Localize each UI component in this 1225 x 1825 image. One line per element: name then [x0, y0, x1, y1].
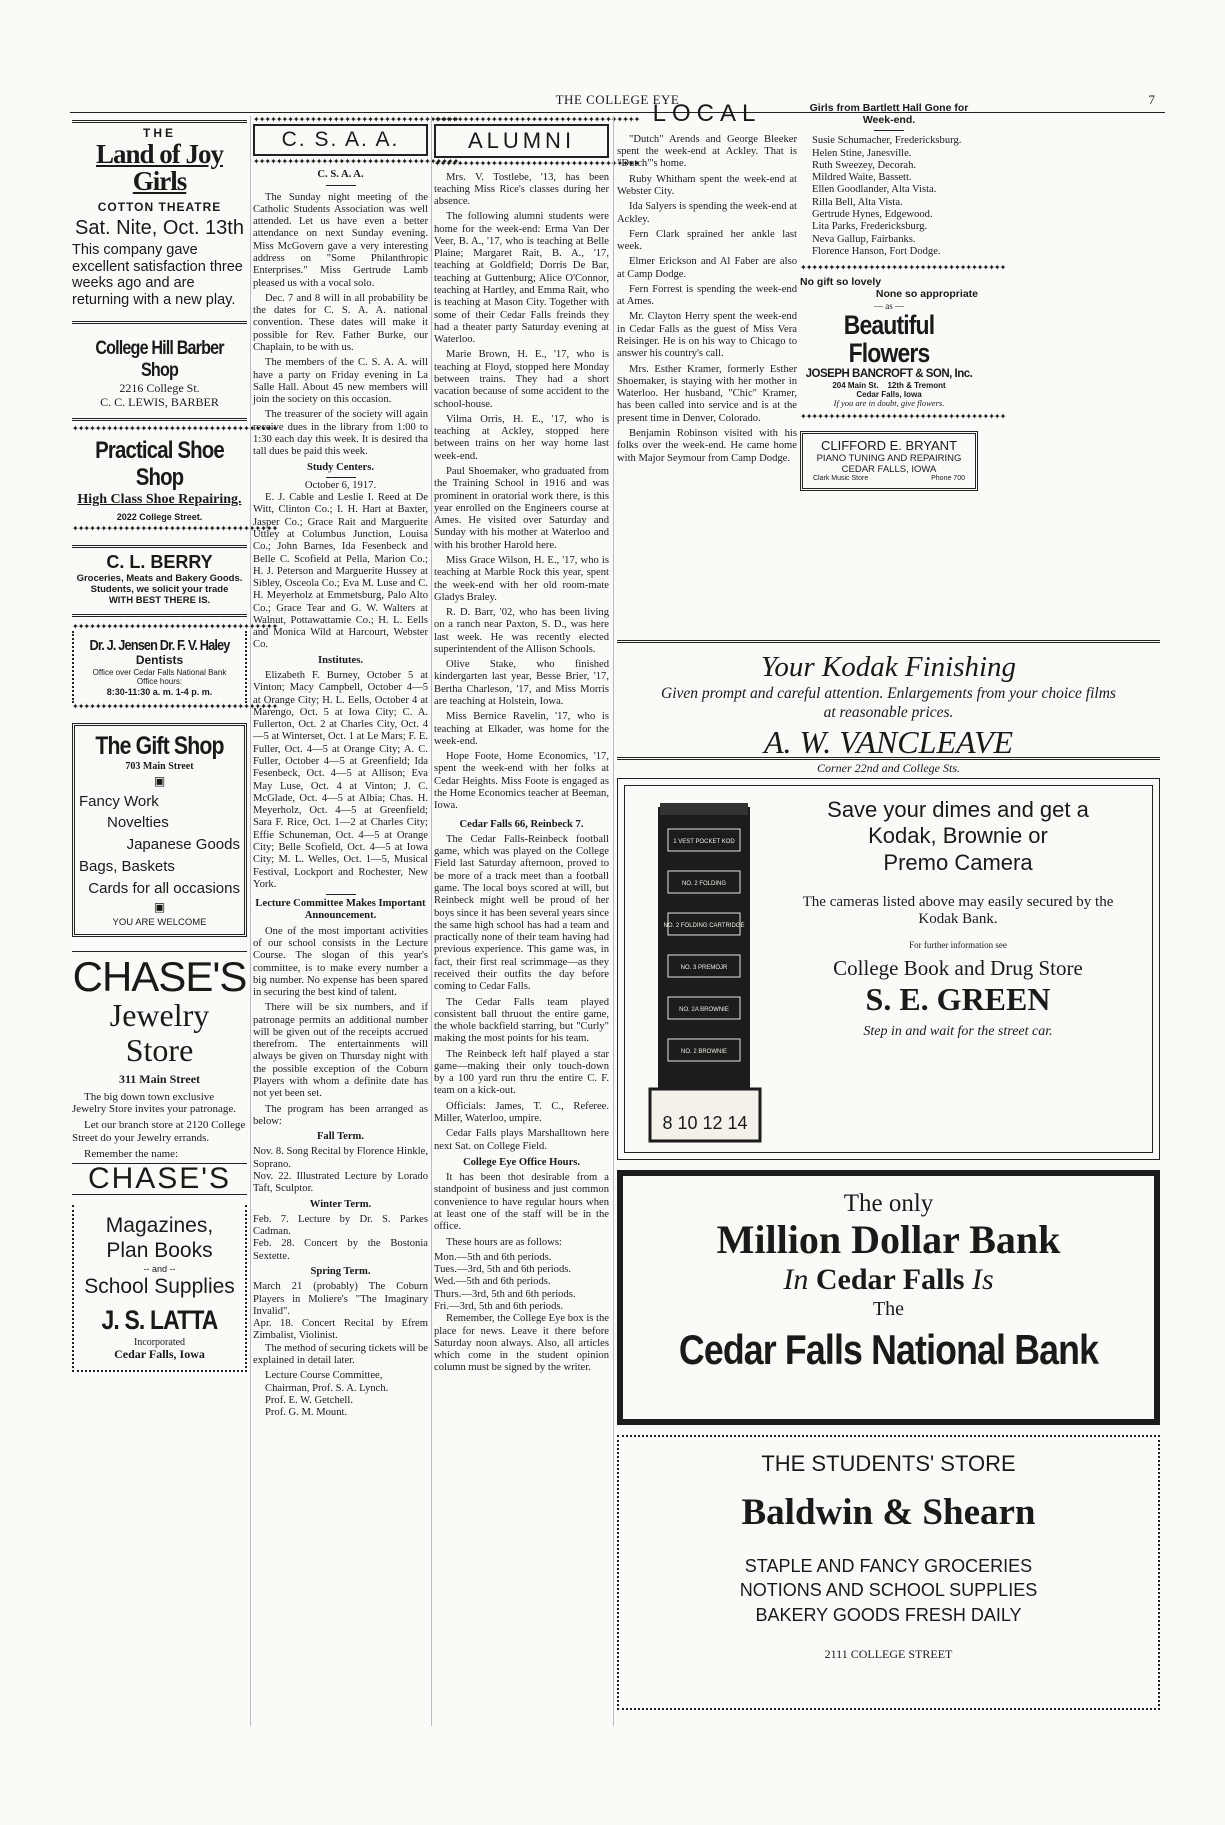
kodak-body: Given prompt and careful attention. Enlargements from your choice films at reasonable prices. — [661, 685, 1116, 722]
green-h1: Save your dimes and get a — [827, 797, 1089, 822]
alumni-p: The following alumni students were home for the week-end: Erma Van Der Veer, B. A., '17, who is teaching at Belle Plaine; Margaret Rait, B. A., '17, teaching at Goldfield; Dorris De Bar, teaching at Guttenburg; Alice O'Connor, teaching at Hartley, and Emma Rait, who is teaching at Mason City. Together with some of their Cedar Falls freinds they had a theater party Saturday evening at Waterloo. — [434, 211, 609, 346]
flowers-l1: No gift so lovely — [800, 276, 882, 289]
green-store: College Book and Drug Store — [833, 956, 1083, 981]
latta-l1: Magazines, — [105, 1214, 214, 1238]
green-name: S. E. GREEN — [865, 981, 1051, 1018]
national-bank-ad — [617, 1170, 1160, 1425]
baldwin-addr: 2111 COLLEGE STREET — [824, 1646, 953, 1661]
divider — [326, 477, 356, 478]
lect-p3: The program has been arranged as below: — [253, 1103, 428, 1127]
lect-item: Apr. 18. Concert Recital by Efrem Zimbalist, Violinist. — [253, 1318, 428, 1342]
local-p: "Dutch" Arends and George Bleeker spent the week-end at Ackley. That is "Dutch"'s home. — [617, 133, 797, 170]
football-p: The Cedar Falls-Reinbeck football game, which was played on the College Field last Saturday afternoon, proved to be more of a track meet than a football game. The local boys scored at will, but Reinbeck might well be proud of her boys since it has been several years since the same high school has had a team and practically none of their team having had previous experience. This game was, in fact, their first real scrimmage—as they received their outfits the day before coming to Cedar Falls. — [434, 833, 609, 993]
bartlett-name: Neva Gallup, Fairbanks. — [812, 233, 916, 245]
study-head: Study Centers. — [306, 461, 375, 473]
divider — [326, 894, 356, 895]
can-label: NO. 2 FOLDING — [681, 881, 727, 887]
local-title: LOCAL — [652, 100, 762, 127]
office-p: These hours are as follows: — [446, 1236, 562, 1248]
bryant-name: CLIFFORD E. BRYANT — [820, 438, 958, 454]
bartlett-name: Susie Schumacher, Fredericksburg. — [812, 135, 962, 147]
bryant-phone: Phone 700 — [931, 475, 965, 483]
kodak-title: Your Kodak Finishing — [760, 651, 1017, 683]
star-border: ✦✦✦✦✦✦✦✦✦✦✦✦✦✦✦✦✦✦✦✦✦✦✦✦✦✦✦✦✦✦✦✦✦✦✦✦ — [72, 702, 278, 712]
column-rule — [250, 116, 251, 1726]
land-of-joy-ad — [72, 127, 247, 309]
football-p: Officials: James, T. C., Referee. Miller, Waterloo, umpire. — [434, 1100, 609, 1125]
office-hour: Mon.—5th and 6th periods. — [434, 1251, 552, 1263]
lect-item: Nov. 8. Song Recital by Florence Hinkle, Soprano. — [253, 1146, 428, 1170]
kodak-name: A. W. VANCLEAVE — [763, 723, 1014, 760]
ad-date: Sat. Nite, Oct. 13th — [75, 216, 244, 239]
can-label: NO. 2A BROWNIE — [679, 1007, 729, 1013]
spring-head: Spring Term. — [310, 1265, 371, 1277]
office-head: College Eye Office Hours. — [462, 1156, 581, 1168]
alumni-p: Vilma Orris, H. E., '17, who is teaching at Ackley, stopped here between trains on her way home last week-end. — [434, 413, 609, 462]
green-info: For further information see — [909, 940, 1007, 951]
chase-addr: 311 Main Street — [118, 1071, 201, 1086]
can-label: 1 VEST POCKET KOD — [673, 839, 735, 845]
chase-p: The big down town exclusive Jewelry Store invites your patronage. — [72, 1090, 237, 1116]
bartlett-name: Florence Hanson, Fort Dodge. — [812, 245, 941, 257]
alumni-p: Miss Bernice Ravelin, '17, who is teaching at Elkader, was home for the week-end. — [434, 711, 609, 747]
column-2-csaa — [253, 115, 459, 1419]
kodak-finishing-ad — [617, 640, 1160, 776]
baldwin-name: Baldwin & Shearn — [741, 1492, 1036, 1533]
lect-p1: One of the most important activities of our school consists in the Lecture Course. The slogan of this year's committee, is to make every number a big number. No expense has been spared in securing the best kind of talent. — [253, 925, 428, 999]
flowers-city: Cedar Falls, Iowa — [856, 390, 922, 400]
shoe-ad — [72, 437, 247, 523]
divider — [72, 418, 247, 421]
bartlett-name: Lita Parks, Fredericksburg. — [812, 221, 928, 233]
dentist-names: Dr. J. Jensen Dr. F. V. Haley — [89, 636, 230, 654]
latta-inc: Incorporated — [133, 1336, 186, 1348]
star-border: ✦✦✦✦✦✦✦✦✦✦✦✦✦✦✦✦✦✦✦✦✦✦✦✦✦✦✦✦✦✦✦✦✦✦✦✦ — [72, 523, 278, 533]
office-hour: Thurs.—3rd, 5th and 6th periods. — [434, 1288, 576, 1300]
local-p: Benjamin Robinson visited with his folks over the week-end. He came home with Major Seymour from Camp Dodge. — [617, 428, 797, 464]
gift-item: Cards for all occasions — [88, 879, 240, 897]
committee-line: Chairman, Prof. S. A. Lynch. — [265, 1382, 389, 1394]
ad-body: This company gave excellent satisfaction three weeks ago and are returning with a new play. — [72, 242, 243, 309]
local-p: Ida Salyers is spending the week-end at Ackley. — [617, 201, 797, 225]
bank-l3 — [623, 1262, 1154, 1298]
bartlett-name: Rilla Bell, Alta Vista. — [812, 196, 903, 208]
column-rule — [613, 116, 614, 1726]
football-p: The Cedar Falls team played consistent ball thruout the entire game, the whole backfield starring, but "Curly" making the most points for his team. — [434, 996, 609, 1045]
gift-shop-ad — [72, 723, 247, 937]
column-1-ads — [72, 116, 278, 1372]
alumni-p: Hope Foote, Home Economics, '17, spent the week-end with her folks at Cedar Heights. Miss Foote is engaged as the Home Economics teacher at Beeman, Iowa. — [434, 751, 609, 812]
baldwin-line: BAKERY GOODS FRESH DAILY — [755, 1604, 1022, 1625]
kodak-bank-icon — [648, 799, 763, 1144]
baldwin-line: NOTIONS AND SCHOOL SUPPLIES — [739, 1580, 1038, 1601]
page-number: 7 — [1148, 92, 1155, 107]
chase-p: Remember the name: — [84, 1147, 179, 1160]
green-h2: Kodak, Brownie or — [868, 823, 1048, 849]
flowers-as: — as — — [874, 300, 904, 311]
local-p: Mr. Clayton Herry spent the week-end in Cedar Falls as the guest of Miss Vera Reisinger. He is on his way to Chicago to answer his country's call. — [617, 311, 797, 360]
bank-l1: The only — [843, 1190, 934, 1217]
chase-name: CHASE'S — [72, 953, 247, 1001]
star-border: ✦✦✦✦✦✦✦✦✦✦✦✦✦✦✦✦✦✦✦✦✦✦✦✦✦✦✦✦✦✦✦✦✦✦✦✦ — [434, 115, 640, 124]
chase-name-2: CHASE'S — [72, 1163, 247, 1195]
bank-cedar-falls: Cedar Falls — [815, 1263, 965, 1296]
bartlett-name: Gertrude Hynes, Edgewood. — [812, 209, 933, 221]
lect-item: Feb. 28. Concert by the Bostonia Sextette. — [253, 1238, 428, 1262]
gift-addr: 703 Main Street — [125, 761, 194, 773]
star-border: ✦✦✦✦✦✦✦✦✦✦✦✦✦✦✦✦✦✦✦✦✦✦✦✦✦✦✦✦✦✦✦✦✦✦✦✦ — [72, 423, 278, 433]
bryant-city: CEDAR FALLS, IOWA — [841, 464, 937, 476]
flowers-firm: JOSEPH BANCROFT & SON, Inc. — [805, 367, 973, 380]
gift-icon: ▣ — [153, 900, 166, 915]
bartlett-name: Ellen Goodlander, Alta Vista. — [812, 184, 937, 196]
lect-p2: There will be six numbers, and if patronage permits an additional number will be given out of the receipts accrued therefrom. The entertainments will always be given on Thursday night with the possible exception of the Coburn Players with whom a definite date has not yet been set. — [253, 1002, 428, 1100]
chase-ad — [72, 951, 247, 1195]
football-head: Cedar Falls 66, Reinbeck 7. — [459, 818, 584, 830]
csaa-title: C. S. A. A. — [253, 124, 428, 156]
latta-l2: Plan Books — [106, 1239, 213, 1263]
csaa-p3: The members of the C. S. A. A. will have a party on Friday evening in La Salle Hall. About 45 new members will join the society on this occasion. — [253, 357, 428, 406]
gift-item: Fancy Work — [79, 792, 159, 810]
csaa-p2: Dec. 7 and 8 will in all probability be the dates for C. S. A. A. national convention. These dates will make it possible for Rev. Father Burke, our Chaplain, to be with us. — [253, 292, 428, 354]
bank-is: Is — [971, 1263, 994, 1296]
column-4-local — [617, 100, 797, 468]
alumni-p: R. D. Barr, '02, who has been living on a ranch near Paxton, S. D., was here last week. He was recently elected superintendent of the Allison Schools. — [434, 607, 609, 655]
football-p: Cedar Falls plays Marshalltown here next Sat. on College Field. — [434, 1128, 609, 1152]
dentists-ad — [72, 631, 247, 703]
star-border: ✦✦✦✦✦✦✦✦✦✦✦✦✦✦✦✦✦✦✦✦✦✦✦✦✦✦✦✦✦✦✦✦✦✦✦✦ — [253, 115, 459, 124]
office-hour: Wed.—5th and 6th periods. — [434, 1276, 551, 1288]
gift-icon: ▣ — [153, 773, 166, 788]
local-p: Mrs. Esther Kramer, formerly Esther Shoemaker, is staying with her mother in Waterloo. Her husband, "Chic" Kramer, has been called into service and is at the present time in Denver, Colorado. — [617, 363, 797, 424]
alumni-p: Olive Stake, who finished kindergarten last year, Besse Brier, '17, Bertha Charleson, '17, and Miss Morris are teaching at Holstein, Iowa. — [434, 659, 609, 708]
flowers-addr — [800, 381, 978, 390]
latta-and: -- and -- — [143, 1263, 176, 1274]
dentist-hours: 8:30-11:30 a. m. 1-4 p. m. — [106, 686, 213, 697]
lect-p4: The method of securing tickets will be explained in detail later. — [253, 1342, 428, 1366]
latta-city: Cedar Falls, Iowa — [114, 1347, 205, 1362]
lect-item: Nov. 22. Illustrated Lecture by Lorado Taft, Sculptor. — [253, 1171, 428, 1195]
flowers-addr2: 12th & Tremont — [887, 380, 946, 390]
star-border: ✦✦✦✦✦✦✦✦✦✦✦✦✦✦✦✦✦✦✦✦✦✦✦✦✦✦✦✦✦✦✦✦✦✦✦✦ — [253, 157, 459, 167]
divider — [72, 120, 247, 123]
bartlett-list — [800, 135, 978, 258]
column-5 — [800, 102, 1006, 491]
football-p: The Reinbeck left half played a star game—making their only touch-down by a 100 yard run thru the entire C. F. team on a kick-out. — [434, 1048, 609, 1097]
alumni-p: Paul Shoemaker, who graduated from the Training School in 1916 and was prominent in oratorial work there, is this year enrolled on the Engineers course at Ames. He visited over Saturday and Sunday with his mother at Waterloo and with his brother Harold here. — [434, 465, 609, 551]
gift-item: Novelties — [107, 814, 169, 832]
bank-name: Cedar Falls National Bank — [678, 1326, 1099, 1373]
can-label: NO. 2 BROWNIE — [680, 1049, 728, 1055]
berry-tag: WITH BEST THERE IS. — [108, 594, 211, 606]
berry-body: Groceries, Meats and Bakery Goods. Students, we solicit your trade — [76, 572, 243, 595]
chase-text — [72, 1091, 247, 1161]
shoe-sub: High Class Shoe Repairing. — [77, 492, 242, 508]
bartlett-head: Girls from Bartlett Hall Gone for Week-end. — [809, 102, 969, 127]
newspaper-title: THE COLLEGE EYE — [555, 92, 680, 107]
alumni-p: Marie Brown, H. E., '17, who is teaching at Floyd, stopped here Monday between trains. They had a short vacation because of some accident to the school-house. — [434, 349, 609, 410]
green-tag: Step in and wait for the street car. — [863, 1024, 1053, 1040]
ad-title: Land of Joy Girls — [95, 138, 224, 196]
baldwin-shearn-ad — [617, 1435, 1160, 1710]
star-border: ✦✦✦✦✦✦✦✦✦✦✦✦✦✦✦✦✦✦✦✦✦✦✦✦✦✦✦✦✦✦✦✦✦✦✦✦ — [434, 158, 640, 168]
gift-welcome: YOU ARE WELCOME — [112, 917, 207, 929]
ad-theatre: COTTON THEATRE — [97, 199, 222, 214]
committee-line: Lecture Course Committee, — [265, 1370, 383, 1382]
local-p: Fern Clark sprained her ankle last week. — [617, 228, 797, 253]
green-body: The cameras listed above may easily secured by the Kodak Bank. — [802, 894, 1114, 928]
inst-body: Elizabeth F. Burney, October 5 at Vinton; Macy Campbell, October 4—5 at Orange City; H. L. Eells, October 4 at Marengo, Oct. 5 at Iowa City; C. A. Fullerton, Oct. 2 at Charles City, Oct. 4—5 at Winterset, Oct. 1 at Le Mars; F. E. Fuller, Oct. 4—5 at Orange City; A. C. Fuller, October 4—5 at Greenfield; Ida Fesenbeck, Oct. 4—5 at Allison; Eva May Luse, Oct. 4 at Vinton; J. C. McGlade, Oct. 4—5 at Albia; Chas. H. Meyerholz, Oct. 4—5 at Greenfield; Sara F. Rice, Oct. 1—2 at Charles City; Effie Schuneman, Oct. 4—5 at Orange City; Belle Scofield, Oct. 4—5 at Iowa City; M. L. Welles, Oct. 1—5, Musical Festival, Lockport and Rochester, New York. — [253, 670, 428, 890]
berry-name: C. L. BERRY — [106, 551, 213, 572]
lect-item: Feb. 7. Lecture by Dr. S. Parkes Cadman. — [253, 1213, 428, 1238]
office-hour: Fri.—3rd, 5th and 6th periods. — [434, 1300, 564, 1312]
flowers-big: Beautiful Flowers — [843, 309, 935, 369]
barber-owner: C. C. LEWIS, BARBER — [100, 394, 219, 409]
csaa-p4: The treasurer of the society will again receive dues in the library from 1:00 to 1:30 each day this week. It is desired tha tall dues be paid this week. — [253, 409, 428, 458]
baldwin-line: STAPLE AND FANCY GROCERIES — [744, 1556, 1033, 1576]
dentist-title: Dentists — [135, 653, 184, 668]
bank-l4: The — [872, 1298, 905, 1320]
chase-p: Let our branch store at 2120 College Street do your Jewelry errands. — [72, 1119, 246, 1144]
gift-item: Bags, Baskets — [79, 857, 175, 875]
chase-sub: Jewelry Store — [109, 997, 210, 1069]
fall-head: Fall Term. — [316, 1131, 365, 1143]
divider — [72, 614, 247, 617]
green-text — [778, 797, 1138, 1040]
can-label: NO. 2 FOLDING CARTRIDGE — [663, 923, 745, 929]
study-date: October 6, 1917. — [304, 479, 377, 491]
flowers-l2: None so appropriate — [875, 288, 978, 301]
alumni-title: ALUMNI — [434, 124, 609, 158]
csaa-sub: C. S. A. A. — [317, 169, 364, 181]
latta-name: J. S. LATTA — [101, 1305, 218, 1336]
committee-line: Prof. E. W. Getchell. — [265, 1394, 353, 1406]
shoe-name: Practical Shoe Shop — [95, 436, 224, 492]
study-body: E. J. Cable and Leslie I. Reed at De Witt, Clinton Co.; I. H. Hart at Baxter, Jasper Co.; Grace Rait and Marguerite Uttley at Columbus Junction, Louisa Co.; John Barnes, Ida Fesenbeck and Belle C. Scofield at Pella, Marion Co.; H. J. Peterson and Marguerite Hussey at Sibley, Osceola Co.; Eva M. Luse and C. H. Meyerholz at Emmetsburg, Palo Alto Co.; Grace Tear and G. W. Walters at Walnut, Pottawattamie Co.; H. L. Eells and Monica Wild at Harcourt, Webster Co. — [253, 492, 428, 651]
csaa-p1: The Sunday night meeting of the Catholic Students Association was well attended. Let us have even a better attendance on next Sunday evening. Miss McGovern gave a very interesting address on "Some Philanthropic Enterprises." Miss Gertrude Lamb pleased us with a vocal solo. — [253, 191, 428, 289]
star-border: ✦✦✦✦✦✦✦✦✦✦✦✦✦✦✦✦✦✦✦✦✦✦✦✦✦✦✦✦✦✦✦✦✦✦✦✦ — [800, 263, 1006, 273]
bartlett-name: Ruth Sweezey, Decorah. — [812, 159, 917, 171]
committee — [253, 1370, 428, 1419]
dentist-office: Office over Cedar Falls National Bank — [92, 668, 227, 678]
alumni-p: Miss Grace Wilson, H. E., '17, who is teaching at Marble Rock this year, spent the week-end with her old room-mate Gladys Braley. — [434, 554, 609, 603]
inst-head: Institutes. — [317, 654, 364, 666]
shoe-addr: 2022 College Street. — [116, 512, 203, 523]
flowers-ad — [800, 276, 978, 409]
bartlett-name: Helen Stine, Janesville. — [812, 147, 912, 159]
column-rule — [431, 116, 432, 1726]
bank-in: In — [783, 1263, 809, 1296]
flowers-addr1: 204 Main St. — [832, 380, 879, 390]
divider — [874, 130, 904, 131]
column-3-alumni — [434, 115, 640, 1378]
gift-items — [79, 791, 240, 900]
lect-item: March 21 (probably) The Coburn Players in Moliere's "The Imaginary Invalid". — [253, 1281, 428, 1317]
green-h3: Premo Camera — [883, 849, 1033, 875]
office-p: Remember, the College Eye box is the place for news. Leave it there before Saturday noon always. Also, all articles which come in the student opinion column must be signed by the writer. — [434, 1313, 609, 1374]
flowers-doubt: If you are in doubt, give flowers. — [833, 398, 945, 409]
divider — [72, 321, 247, 324]
gift-item: Japanese Goods — [126, 836, 240, 854]
gift-name: The Gift Shop — [95, 732, 224, 761]
bryant-foot — [807, 475, 971, 483]
office-hour: Tues.—3rd, 5th and 6th periods. — [434, 1264, 572, 1276]
divider — [326, 185, 356, 186]
lect-head: Lecture Committee Makes Important Announcement. — [255, 898, 426, 922]
committee-line: Prof. G. M. Mount. — [265, 1407, 348, 1419]
bartlett-name: Mildred Waite, Bassett. — [812, 172, 912, 184]
dentist-hours-label: Office hours: — [136, 677, 183, 687]
ad-the: THE — [143, 126, 176, 140]
bank-numbers: 8 10 12 14 — [662, 1113, 748, 1133]
bryant-svc: PIANO TUNING AND REPAIRING — [816, 453, 962, 465]
winter-head: Winter Term. — [309, 1198, 372, 1210]
barber-ad — [72, 338, 247, 410]
kodak-addr: Corner 22nd and College Sts. — [817, 761, 960, 776]
alumni-p: Mrs. V. Tostlebe, '13, has been teaching Miss Rice's classes during her absence. — [434, 171, 609, 208]
star-border: ✦✦✦✦✦✦✦✦✦✦✦✦✦✦✦✦✦✦✦✦✦✦✦✦✦✦✦✦✦✦✦✦✦✦✦✦ — [72, 621, 278, 631]
barber-name: College Hill Barber Shop — [95, 337, 224, 381]
bryant-store: Clark Music Store — [813, 475, 869, 483]
office-p: It has been thot desirable from a standpoint of business and just common convenience to have regular hours when at least one of the staff will be in the office. — [434, 1172, 609, 1233]
can-label: NO. 3 PREMOJR — [680, 965, 728, 971]
latta-l3: School Supplies — [84, 1275, 235, 1299]
bryant-ad — [800, 431, 978, 490]
kodak-bank-ad — [617, 778, 1160, 1160]
berry-ad — [72, 552, 247, 606]
star-border: ✦✦✦✦✦✦✦✦✦✦✦✦✦✦✦✦✦✦✦✦✦✦✦✦✦✦✦✦✦✦✦✦✦✦✦✦ — [800, 412, 1006, 422]
barber-addr: 2216 College St. — [119, 380, 200, 395]
divider — [72, 545, 247, 548]
local-p: Fern Forrest is spending the week-end at Ames. — [617, 283, 797, 308]
latta-ad — [72, 1205, 247, 1372]
bank-l2: Million Dollar Bank — [716, 1217, 1061, 1262]
local-p: Elmer Erickson and Al Faber are also at Camp Dodge. — [617, 256, 797, 280]
local-p: Ruby Whitham spent the week-end at Webster City. — [617, 173, 797, 197]
baldwin-lines — [619, 1554, 1158, 1627]
baldwin-head: THE STUDENTS' STORE — [761, 1451, 1016, 1476]
